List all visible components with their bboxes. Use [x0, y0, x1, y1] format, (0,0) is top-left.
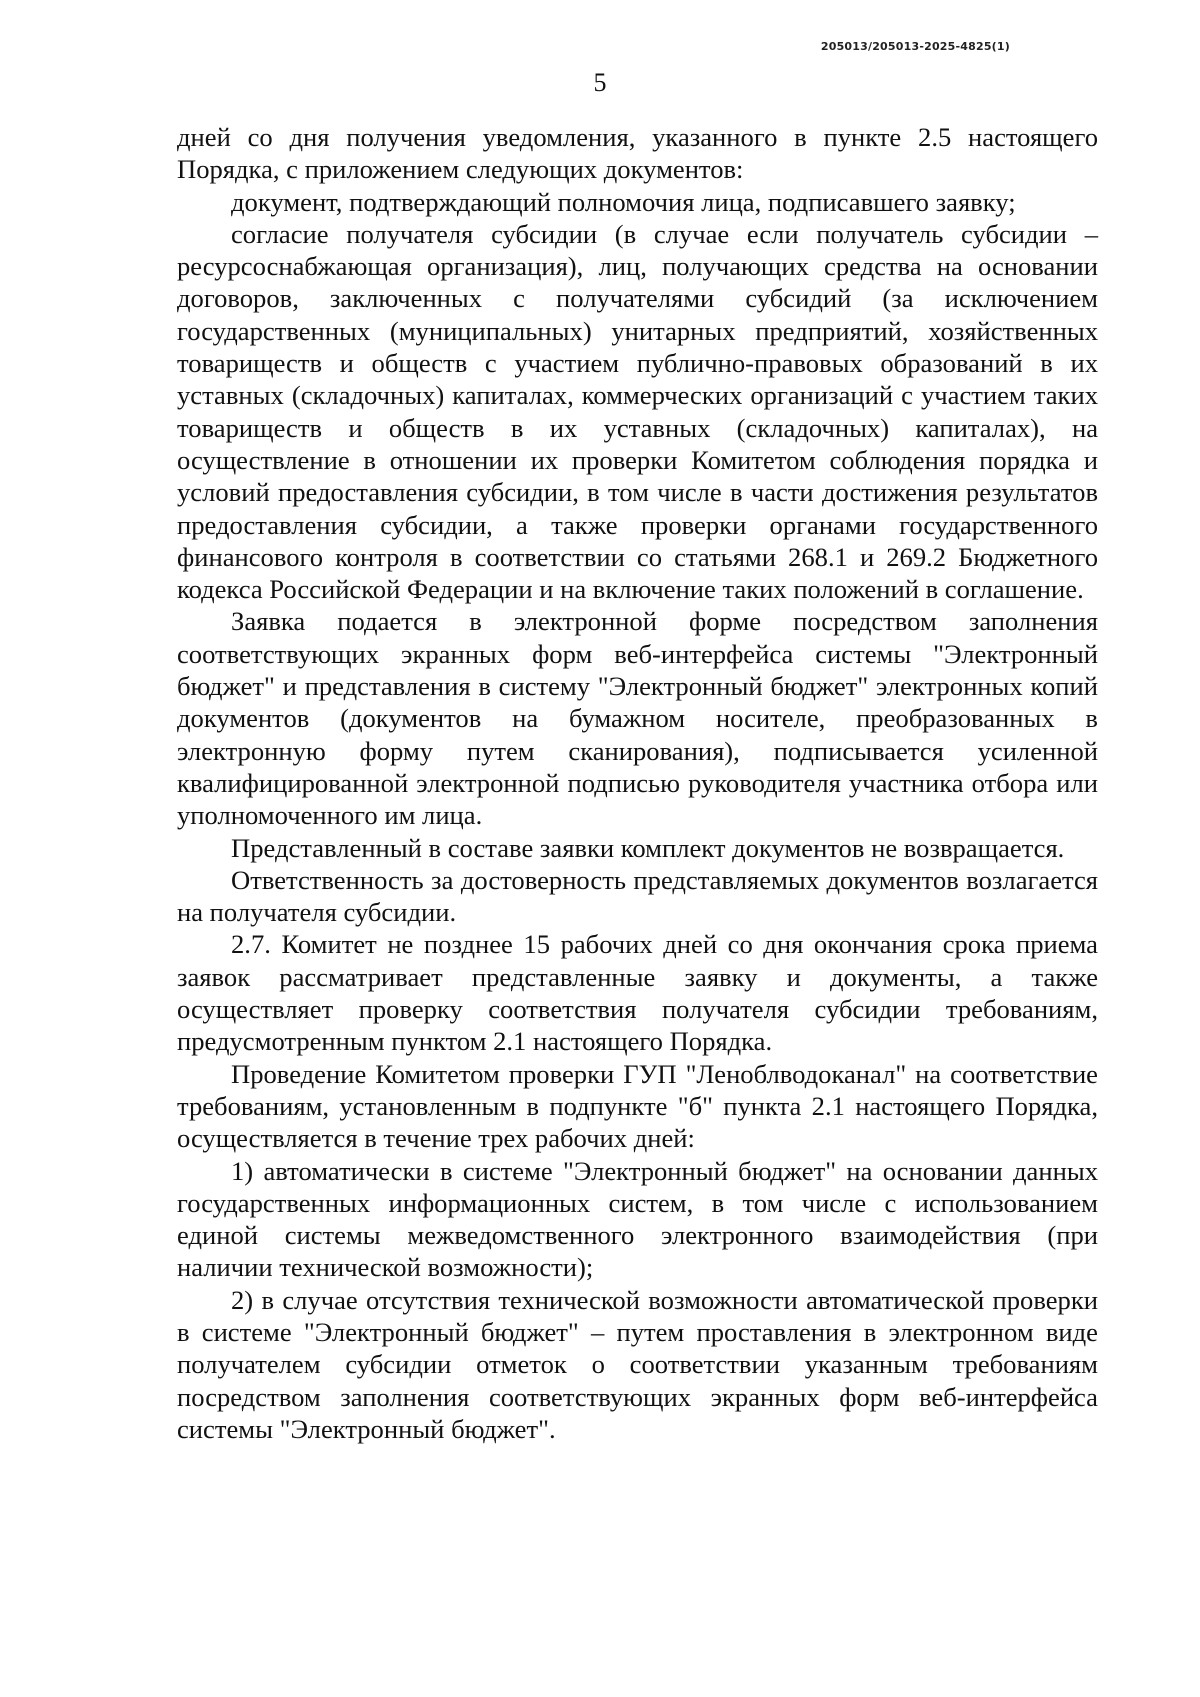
paragraph-documents-not-returned: Представленный в составе заявки комплект документов не возвращается. [231, 832, 1065, 863]
document-body [177, 121, 1098, 1445]
paragraph-2-7: 2.7. Комитет не позднее 15 рабочих дней со дня окончания срока приема заявок рассматривает представленные заявку и документы, а также осуществляет проверку соответствия получателя субсидии требованиям, предусмотренным пунктом 2.1 настоящего Порядка. [177, 929, 1098, 1057]
page-number: 5 [593, 68, 607, 97]
paragraph-authority-document: документ, подтверждающий полномочия лица, подписавшего заявку; [231, 186, 1016, 217]
paragraph-verification: Проведение Комитетом проверки ГУП "Леноблводоканал" на соответствие требованиям, установленным в подпункте "б" пункта 2.1 настоящего Порядка, осуществляется в течение трех рабочих дней: [177, 1058, 1098, 1154]
paragraph-application-submission: Заявка подается в электронной форме посредством заполнения соответствующих экранных форм веб-интерфейса системы "Электронный бюджет" и представления в систему "Электронный бюджет" электронных копий документов (документов на бумажном носителе, преобразованных в электронную форму путем сканирования), подписывается усиленной квалифицированной электронной подписью руководителя участника отбора или уполномоченного им лица. [177, 606, 1098, 831]
list-item-1: 1) автоматически в системе "Электронный бюджет" на основании данных государственных информационных систем, в том числе с использованием единой системы межведомственного электронного взаимодействия (при наличии технической возможности); [177, 1155, 1098, 1283]
paragraph-continuation: дней со дня получения уведомления, указанного в пункте 2.5 настоящего Порядка, с приложением следующих документов: [177, 122, 1098, 185]
paragraph-consent: согласие получателя субсидии (в случае если получатель субсидии – ресурсоснабжающая организация), лиц, получающих средства на основании договоров, заключенных с получателями субсидий (за исключением государственных (муниципальных) унитарных предприятий, хозяйственных товариществ и обществ с участием публично-правовых образований в их уставных (складочных) капиталах, коммерческих организаций с участием таких товариществ и обществ в их уставных (складочных) капиталах), на осуществление в отношении их проверки Комитетом соблюдения порядка и условий предоставления субсидии, в том числе в части достижения результатов предоставления субсидии, а также проверки органами государственного финансового контроля в соответствии со статьями 268.1 и 269.2 Бюджетного кодекса Российской Федерации и на включение таких положений в соглашение. [177, 218, 1098, 605]
paragraph-responsibility: Ответственность за достоверность представляемых документов возлагается на получателя субсидии. [177, 864, 1098, 928]
document-id: 205013/205013-2025-4825(1) [820, 40, 1010, 53]
list-item-2: 2) в случае отсутствия технической возможности автоматической проверки в системе "Электронный бюджет" – путем проставления в электронном виде получателем субсидии отметок о соответствии указанным требованиям посредством заполнения соответствующих экранных форм веб-интерфейса системы "Электронный бюджет". [177, 1284, 1098, 1444]
